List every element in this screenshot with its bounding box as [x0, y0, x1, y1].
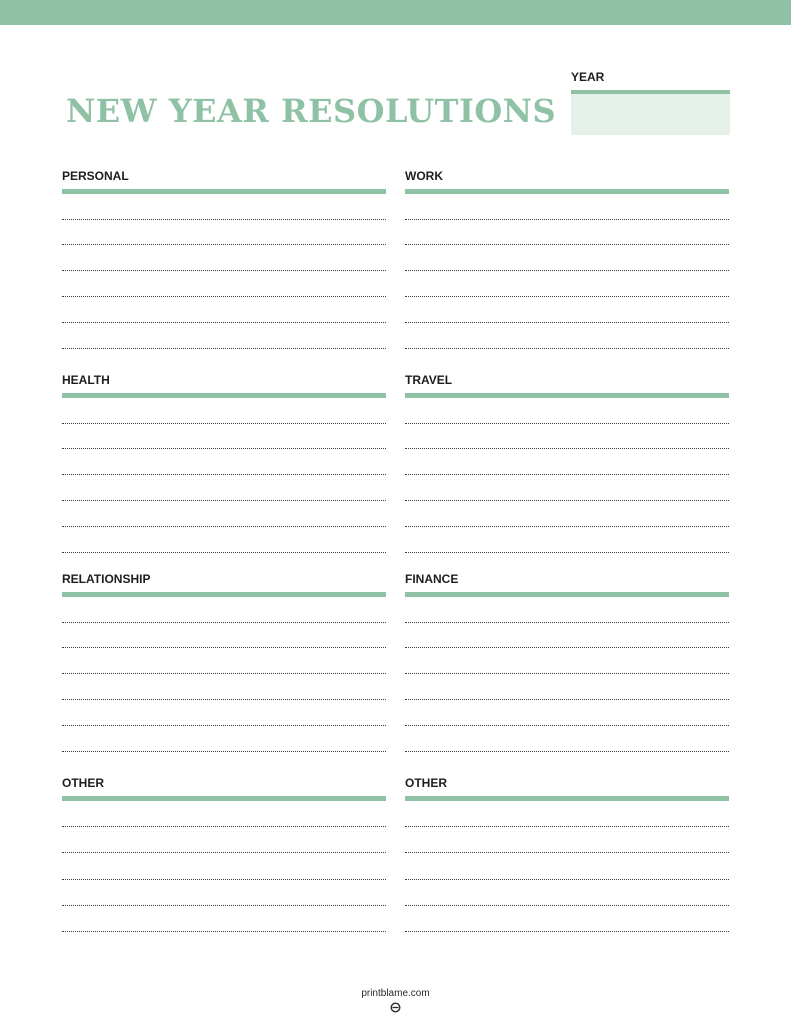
write-line[interactable] [62, 270, 386, 271]
write-line[interactable] [62, 219, 386, 220]
section-label: WORK [405, 169, 443, 183]
write-line[interactable] [405, 423, 729, 424]
section-label: RELATIONSHIP [62, 572, 151, 586]
year-field[interactable] [571, 94, 730, 135]
write-line[interactable] [405, 244, 729, 245]
write-line[interactable] [62, 725, 386, 726]
footer-site: printblame.com [361, 988, 430, 999]
write-line[interactable] [62, 423, 386, 424]
write-line[interactable] [405, 751, 729, 752]
section-label: OTHER [405, 776, 447, 790]
write-line[interactable] [405, 474, 729, 475]
section-label: PERSONAL [62, 169, 129, 183]
section-label: FINANCE [405, 572, 459, 586]
write-line[interactable] [405, 296, 729, 297]
write-line[interactable] [405, 931, 729, 932]
section-bar [405, 189, 729, 194]
section-label: TRAVEL [405, 373, 453, 387]
write-line[interactable] [405, 500, 729, 501]
write-line[interactable] [405, 526, 729, 527]
write-line[interactable] [405, 348, 729, 349]
write-line[interactable] [405, 879, 729, 880]
section-bar [405, 592, 729, 597]
write-line[interactable] [62, 322, 386, 323]
write-line[interactable] [62, 500, 386, 501]
write-line[interactable] [62, 244, 386, 245]
write-line[interactable] [405, 905, 729, 906]
write-line[interactable] [405, 852, 729, 853]
write-line[interactable] [405, 322, 729, 323]
year-label: YEAR [571, 70, 605, 84]
top-color-band [0, 0, 791, 25]
section-label: OTHER [62, 776, 104, 790]
write-line[interactable] [62, 622, 386, 623]
write-line[interactable] [62, 673, 386, 674]
write-line[interactable] [62, 552, 386, 553]
write-line[interactable] [62, 474, 386, 475]
write-line[interactable] [405, 219, 729, 220]
page-title: NEW YEAR RESOLUTIONS [66, 92, 557, 130]
write-line[interactable] [62, 852, 386, 853]
write-line[interactable] [62, 751, 386, 752]
write-line[interactable] [405, 826, 729, 827]
write-line[interactable] [405, 725, 729, 726]
write-line[interactable] [405, 699, 729, 700]
write-line[interactable] [62, 296, 386, 297]
write-line[interactable] [405, 673, 729, 674]
section-bar [405, 393, 729, 398]
write-line[interactable] [62, 879, 386, 880]
section-bar [62, 592, 386, 597]
write-line[interactable] [62, 931, 386, 932]
section-bar [405, 796, 729, 801]
write-line[interactable] [62, 826, 386, 827]
write-line[interactable] [405, 647, 729, 648]
write-line[interactable] [62, 905, 386, 906]
write-line[interactable] [405, 552, 729, 553]
write-line[interactable] [62, 348, 386, 349]
write-line[interactable] [62, 699, 386, 700]
section-bar [62, 796, 386, 801]
write-line[interactable] [62, 448, 386, 449]
section-label: HEALTH [62, 373, 110, 387]
write-line[interactable] [405, 270, 729, 271]
logo-mark-icon [390, 1002, 401, 1013]
write-line[interactable] [62, 647, 386, 648]
section-bar [62, 393, 386, 398]
write-line[interactable] [405, 622, 729, 623]
write-line[interactable] [62, 526, 386, 527]
section-bar [62, 189, 386, 194]
write-line[interactable] [405, 448, 729, 449]
